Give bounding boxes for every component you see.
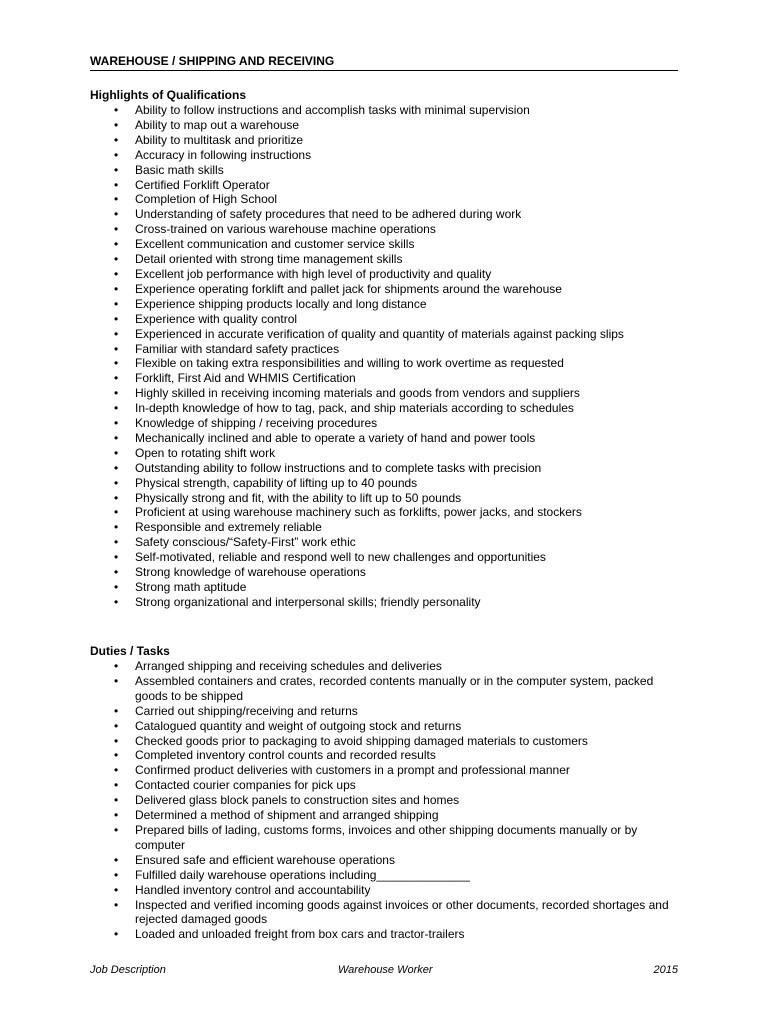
list-item (90, 252, 678, 267)
list-item-text: Assembled containers and crates, recorded contents manually or in the computer system, packed goods to be shipped (135, 673, 654, 703)
list-item (90, 192, 678, 207)
list-item-text: Checked goods prior to packaging to avoid shipping damaged materials to customers (135, 733, 588, 748)
bullet-icon: • (114, 808, 119, 823)
list-item (90, 778, 678, 793)
list-item-text: Self-motivated, reliable and respond well to new challenges and opportunities (135, 550, 546, 565)
list-item-text: Excellent communication and customer service skills (135, 237, 415, 252)
bullet-icon: • (114, 326, 119, 341)
list-item (90, 520, 678, 535)
duties-section (90, 644, 678, 942)
bullet-icon: • (114, 897, 119, 912)
bullet-icon: • (114, 505, 119, 520)
bullet-icon: • (114, 703, 119, 718)
list-item-text: Ensured safe and efficient warehouse operations (135, 852, 395, 867)
list-item (90, 748, 678, 763)
bullet-icon: • (114, 401, 119, 416)
list-item (90, 868, 678, 883)
list-item-text: Catalogued quantity and weight of outgoing stock and returns (135, 718, 462, 733)
list-item (90, 550, 678, 565)
list-item-text: Ability to map out a warehouse (135, 117, 300, 132)
list-item (90, 580, 678, 595)
page-footer (90, 964, 678, 978)
list-item-text: Physical strength, capability of lifting up to 40 pounds (135, 475, 418, 490)
list-item (90, 674, 678, 704)
list-item (90, 207, 678, 222)
bullet-icon: • (114, 341, 119, 356)
list-item-text: Ability to follow instructions and accomplish tasks with minimal supervision (135, 103, 530, 117)
bullet-icon: • (114, 371, 119, 386)
bullet-icon: • (114, 550, 119, 565)
bullet-icon: • (114, 281, 119, 296)
list-item-text: Highly skilled in receiving incoming materials and goods from vendors and suppliers (135, 386, 580, 401)
duties-heading: Duties / Tasks (90, 644, 170, 658)
list-item-text: Strong organizational and interpersonal skills; friendly personality (135, 594, 481, 609)
list-item (90, 386, 678, 401)
list-item-text: Familiar with standard safety practices (135, 341, 340, 356)
list-item (90, 565, 678, 580)
list-item (90, 103, 678, 118)
list-item-text: Certified Forklift Operator (135, 177, 270, 192)
list-item (90, 823, 678, 853)
bullet-icon: • (114, 207, 119, 222)
list-item-text: Flexible on taking extra responsibilities and willing to work overtime as requested (135, 356, 564, 371)
list-item (90, 178, 678, 193)
bullet-icon: • (114, 852, 119, 867)
bullet-icon: • (114, 162, 119, 177)
list-item (90, 342, 678, 357)
list-item-text: Safety conscious/“Safety-First” work ethic (135, 535, 356, 550)
list-item (90, 267, 678, 282)
list-item (90, 416, 678, 431)
bullet-icon: • (114, 733, 119, 748)
list-item-text: Fulfilled daily warehouse operations including______________ (135, 867, 470, 882)
list-item-text: Mechanically inclined and able to operate a variety of hand and power tools (135, 430, 536, 445)
list-item-text: Completed inventory control counts and recorded results (135, 748, 436, 763)
bullet-icon: • (114, 132, 119, 147)
list-item (90, 505, 678, 520)
list-item-text: Open to rotating shift work (135, 445, 276, 460)
list-item-text: Forklift, First Aid and WHMIS Certification (135, 371, 356, 386)
list-item (90, 491, 678, 506)
bullet-icon: • (114, 430, 119, 445)
list-item-text: Prepared bills of lading, customs forms, invoices and other shipping documents manually or by computer (135, 822, 638, 852)
list-item-text: Understanding of safety procedures that need to be adhered during work (135, 207, 522, 222)
bullet-icon: • (114, 778, 119, 793)
bullet-icon: • (114, 192, 119, 207)
bullet-icon: • (114, 237, 119, 252)
list-item-text: Cross-trained on various warehouse machine operations (135, 222, 436, 237)
list-item (90, 883, 678, 898)
bullet-icon: • (114, 748, 119, 763)
list-item-text: Completion of High School (135, 192, 278, 207)
list-item (90, 282, 678, 297)
list-item (90, 401, 678, 416)
list-item (90, 853, 678, 868)
bullet-icon: • (114, 266, 119, 281)
footer-right: 2015 (653, 964, 678, 976)
list-item-text: Experience shipping products locally and long distance (135, 296, 427, 311)
list-item (90, 659, 678, 674)
bullet-icon: • (114, 311, 119, 326)
bullet-icon: • (114, 673, 119, 688)
list-item-text: Inspected and verified incoming goods against invoices or other documents, recorded shortages and rejected damaged goods (135, 897, 669, 927)
list-item (90, 808, 678, 823)
list-item-text: Contacted courier companies for pick ups (135, 778, 356, 793)
list-item (90, 734, 678, 749)
list-item (90, 719, 678, 734)
list-item-text: Experience operating forklift and pallet jack for shipments around the warehouse (135, 281, 562, 296)
list-item (90, 133, 678, 148)
bullet-icon: • (114, 460, 119, 475)
list-item (90, 356, 678, 371)
list-item-text: Handled inventory control and accountability (135, 882, 371, 897)
list-item-text: Proficient at using warehouse machinery such as forklifts, power jacks, and stockers (135, 505, 582, 520)
list-item (90, 222, 678, 237)
list-item-text: Strong math aptitude (135, 580, 247, 594)
list-item-text: Loaded and unloaded freight from box cars and tractor-trailers (135, 927, 465, 942)
list-item (90, 595, 678, 610)
list-item-text: Accuracy in following instructions (135, 147, 312, 162)
list-item-text: Physically strong and fit, with the ability to lift up to 50 pounds (135, 490, 462, 505)
qualifications-section (90, 88, 678, 610)
bullet-icon: • (114, 882, 119, 897)
bullet-icon: • (114, 490, 119, 505)
list-item (90, 118, 678, 133)
bullet-icon: • (114, 356, 119, 371)
list-item-text: Detail oriented with strong time management skills (135, 252, 403, 267)
bullet-icon: • (114, 475, 119, 490)
list-item (90, 927, 678, 942)
list-item-text: In-depth knowledge of how to tag, pack, and ship materials according to schedules (135, 401, 574, 416)
list-item (90, 371, 678, 386)
list-item-text: Knowledge of shipping / receiving procedures (135, 416, 378, 431)
bullet-icon: • (114, 177, 119, 192)
bullet-icon: • (114, 520, 119, 535)
list-item-text: Determined a method of shipment and arranged shipping (135, 808, 439, 823)
bullet-icon: • (114, 445, 119, 460)
list-item-text: Ability to multitask and prioritize (135, 132, 304, 147)
list-item (90, 898, 678, 928)
bullet-icon: • (114, 252, 119, 267)
qualifications-list (90, 103, 678, 610)
bullet-icon: • (114, 822, 119, 837)
list-item-text: Arranged shipping and receiving schedules and deliveries (135, 659, 442, 673)
bullet-icon: • (114, 594, 119, 609)
list-item-text: Delivered glass block panels to construction sites and homes (135, 793, 460, 808)
bullet-icon: • (114, 296, 119, 311)
list-item (90, 237, 678, 252)
qualifications-heading: Highlights of Qualifications (90, 88, 246, 102)
bullet-icon: • (114, 103, 119, 117)
list-item-text: Excellent job performance with high level of productivity and quality (135, 266, 492, 281)
bullet-icon: • (114, 147, 119, 162)
bullet-icon: • (114, 867, 119, 882)
list-item-text: Experience with quality control (135, 311, 298, 326)
bullet-icon: • (114, 793, 119, 808)
list-item (90, 297, 678, 312)
list-item (90, 446, 678, 461)
list-item (90, 431, 678, 446)
bullet-icon: • (114, 117, 119, 132)
document-title: WAREHOUSE / SHIPPING AND RECEIVING (90, 54, 678, 71)
bullet-icon: • (114, 718, 119, 733)
list-item (90, 312, 678, 327)
list-item (90, 461, 678, 476)
duties-list (90, 659, 678, 942)
footer-center: Warehouse Worker (338, 964, 433, 976)
list-item (90, 704, 678, 719)
list-item (90, 327, 678, 342)
bullet-icon: • (114, 222, 119, 237)
list-item (90, 148, 678, 163)
list-item-text: Basic math skills (135, 162, 224, 177)
list-item (90, 763, 678, 778)
list-item (90, 163, 678, 178)
bullet-icon: • (114, 580, 119, 594)
list-item-text: Carried out shipping/receiving and returns (135, 703, 358, 718)
bullet-icon: • (114, 565, 119, 580)
list-item-text: Confirmed product deliveries with customers in a prompt and professional manner (135, 763, 570, 778)
list-item-text: Responsible and extremely reliable (135, 520, 322, 535)
bullet-icon: • (114, 927, 119, 942)
list-item-text: Strong knowledge of warehouse operations (135, 565, 366, 580)
list-item-text: Experienced in accurate verification of quality and quantity of materials against packing slips (135, 326, 624, 341)
list-item-text: Outstanding ability to follow instructions and to complete tasks with precision (135, 460, 542, 475)
bullet-icon: • (114, 535, 119, 550)
list-item (90, 793, 678, 808)
bullet-icon: • (114, 416, 119, 431)
list-item (90, 535, 678, 550)
bullet-icon: • (114, 386, 119, 401)
bullet-icon: • (114, 659, 119, 673)
list-item (90, 476, 678, 491)
footer-left: Job Description (90, 964, 166, 976)
bullet-icon: • (114, 763, 119, 778)
